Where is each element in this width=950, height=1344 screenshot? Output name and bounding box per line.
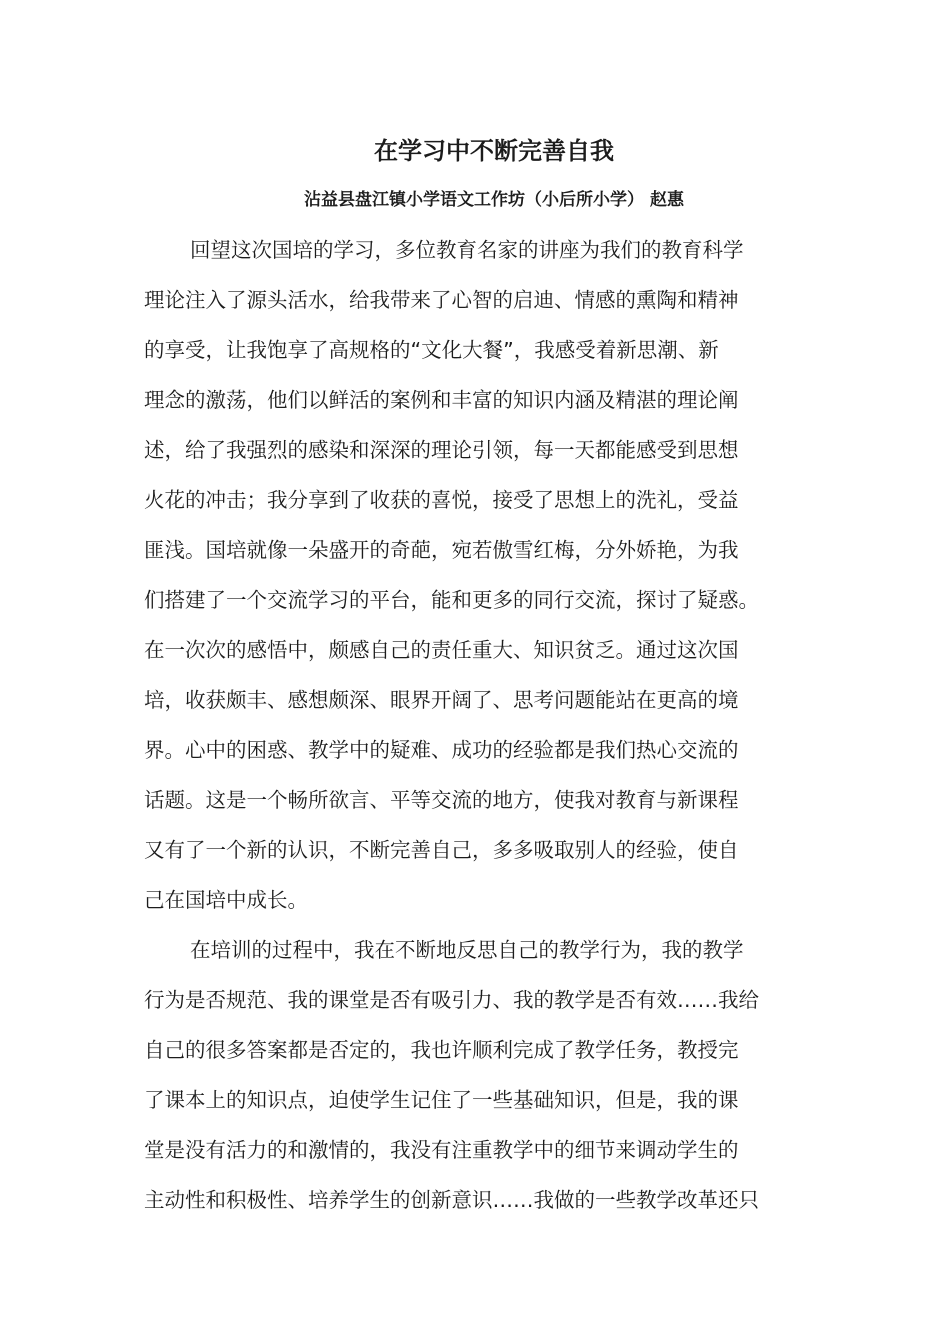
text-line: 回望这次国培的学习，多位教育名家的讲座为我们的教育科学 <box>190 238 744 262</box>
text-line: 界。心中的困惑、教学中的疑难、成功的经验都是我们热心交流的 <box>144 738 739 762</box>
document-subtitle: 沾益县盘江镇小学语文工作坊（小后所小学） 赵惠 <box>304 190 684 210</box>
text-line: 理论注入了源头活水，给我带来了心智的启迪、情感的熏陶和精神 <box>144 288 739 312</box>
text-line: 的享受，让我饱享了高规格的“文化大餐”，我感受着新思潮、新 <box>144 338 719 362</box>
text-line: 在培训的过程中，我在不断地反思自己的教学行为，我的教学 <box>190 938 744 962</box>
text-line: 火花的冲击；我分享到了收获的喜悦，接受了思想上的洗礼，受益 <box>144 488 739 512</box>
document-title: 在学习中不断完善自我 <box>374 137 614 165</box>
text-line: 匪浅。国培就像一朵盛开的奇葩，宛若傲雪红梅，分外娇艳，为我 <box>144 538 739 562</box>
text-line: 培，收获颇丰、感想颇深、眼界开阔了、思考问题能站在更高的境 <box>144 688 739 712</box>
text-line: 主动性和积极性、培养学生的创新意识……我做的一些教学改革还只 <box>144 1188 759 1212</box>
text-line: 行为是否规范、我的课堂是否有吸引力、我的教学是否有效……我给 <box>144 988 759 1012</box>
document-body <box>144 225 808 1225</box>
paragraph-1 <box>144 225 808 925</box>
paragraph-2 <box>144 925 808 1225</box>
text-line: 堂是没有活力的和激情的，我没有注重教学中的细节来调动学生的 <box>144 1138 739 1162</box>
text-line: 己在国培中成长。 <box>144 888 308 912</box>
text-line: 又有了一个新的认识，不断完善自己，多多吸取别人的经验，使自 <box>144 838 739 862</box>
text-line: 话题。这是一个畅所欲言、平等交流的地方，使我对教育与新课程 <box>144 788 739 812</box>
text-line: 在一次次的感悟中，颇感自己的责任重大、知识贫乏。通过这次国 <box>144 638 739 662</box>
text-line: 自己的很多答案都是否定的，我也许顺利完成了教学任务，教授完 <box>144 1038 739 1062</box>
text-line: 述，给了我强烈的感染和深深的理论引领，每一天都能感受到思想 <box>144 438 739 462</box>
text-line: 了课本上的知识点，迫使学生记住了一些基础知识，但是，我的课 <box>144 1088 739 1112</box>
text-line: 们搭建了一个交流学习的平台，能和更多的同行交流，探讨了疑惑。 <box>144 588 759 612</box>
text-line: 理念的激荡，他们以鲜活的案例和丰富的知识内涵及精湛的理论阐 <box>144 388 739 412</box>
